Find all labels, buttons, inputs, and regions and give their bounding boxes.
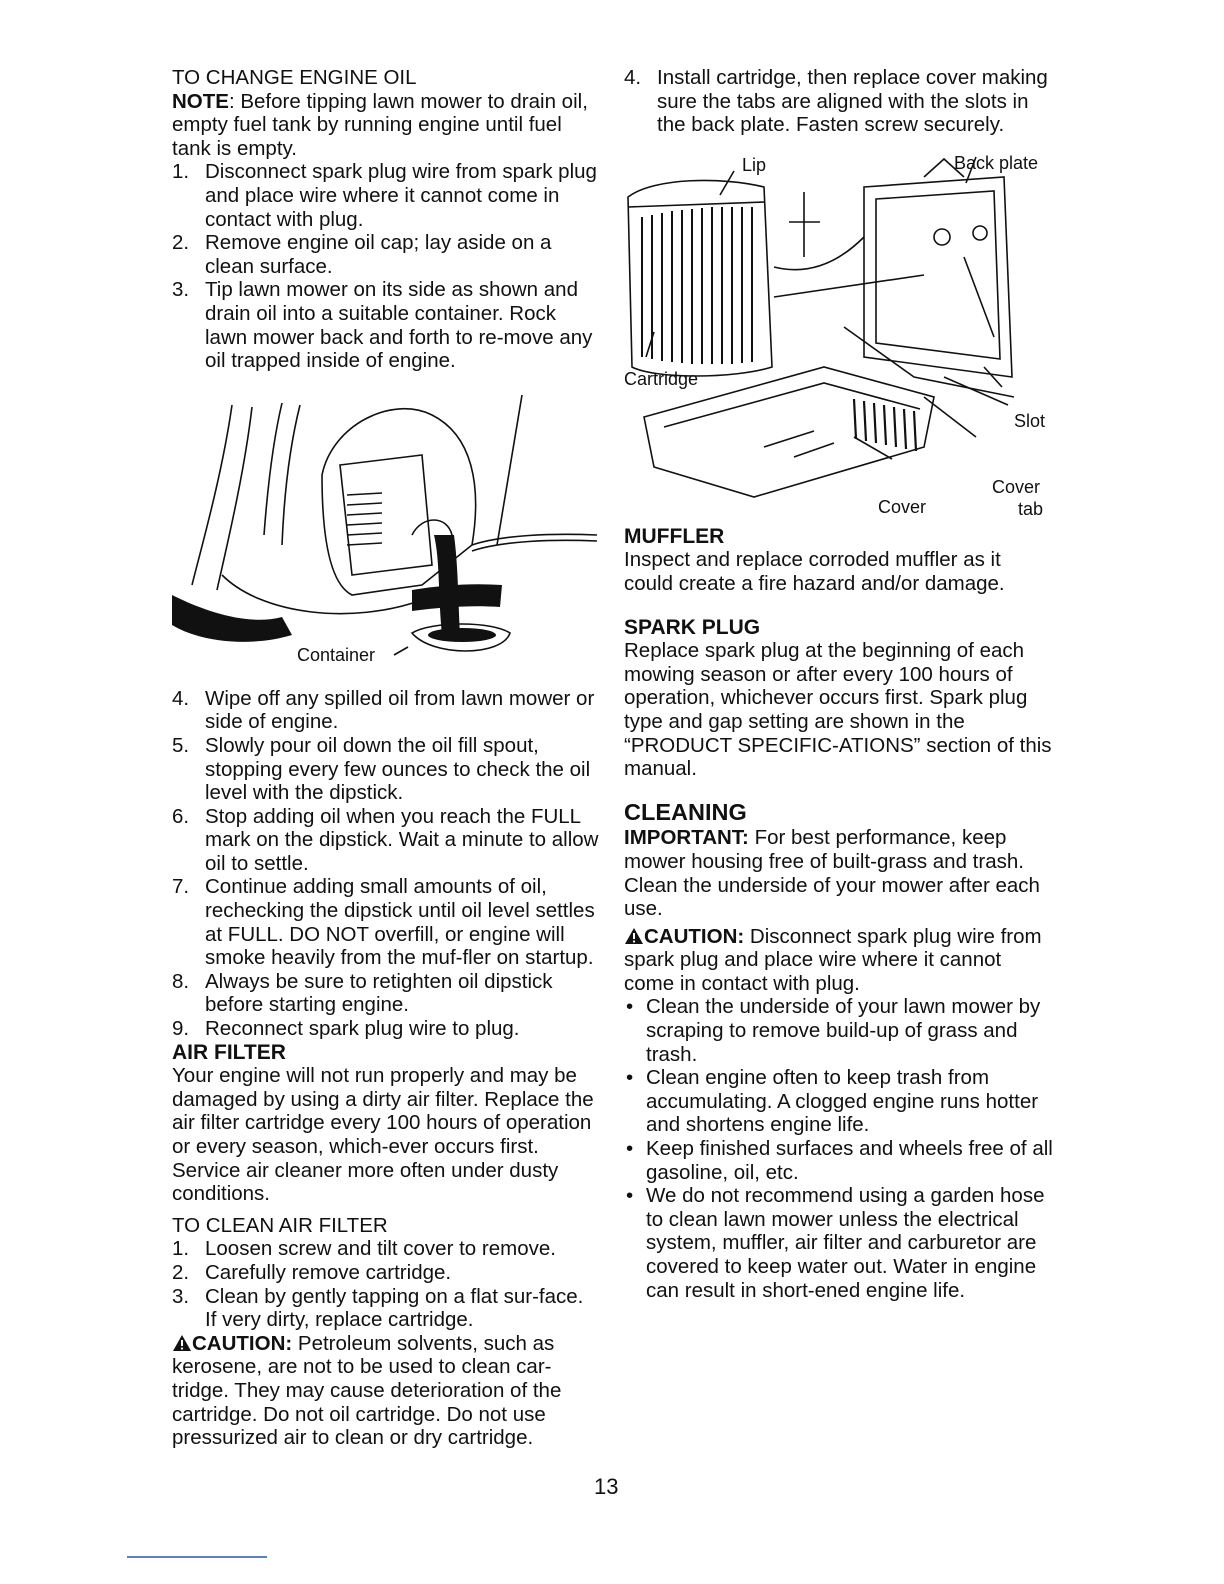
oil-note [172, 90, 600, 161]
step-text: Remove engine oil cap; lay aside on a clean surface. [205, 231, 552, 278]
list-item [624, 995, 1054, 1066]
muffler-text: Inspect and replace corroded muffler as it could create a fire hazard and/or damage. [624, 548, 1005, 595]
spark-plug-text: Replace spark plug at the beginning of each mowing season or after every 100 hours of operation, whichever occurs first. Spark plug type and gap setting are shown in the “PRODUCT SPECIFIC-ATIONS” section of this manual. [624, 639, 1052, 781]
list-item [624, 1066, 1054, 1137]
list-item [172, 970, 600, 1017]
step-number: 7. [172, 875, 190, 899]
lip-label: Lip [742, 154, 767, 175]
step-number: 2. [172, 231, 190, 255]
step-number: 3. [172, 278, 190, 302]
caution-label: CAUTION: [644, 924, 745, 948]
step-text: Loosen screw and tilt cover to remove. [205, 1237, 556, 1261]
important-text: For best performance, keep mower housing free of built-grass and trash. Clean the underside of your mower after each use. [624, 826, 1040, 921]
cover-tab-label-line1: Cover [992, 476, 1041, 497]
step-text: Disconnect spark plug wire from spark plug and place wire where it cannot come in contact with plug. [205, 160, 597, 231]
step-number: 4. [172, 686, 190, 710]
step-number: 9. [172, 1017, 190, 1041]
list-item [624, 1184, 1054, 1302]
oil-steps-list-a [172, 160, 600, 372]
note-text: : Before tipping lawn mower to drain oil, empty fuel tank by running engine until fuel tank is empty. [172, 89, 588, 160]
caution-text: Petroleum solvents, such as kerosene, are not to be used to clean car-tridge. They may cause deterioration of the cartridge. Do not oil cartridge. Do not use pressurized air to clean or dry cartridge. [172, 1331, 562, 1450]
back-plate-label: Back plate [954, 152, 1039, 173]
oil-drain-illustration [172, 385, 602, 675]
bullet-text: Clean engine often to keep trash from accumulating. A clogged engine runs hotter and shortens engine life. [646, 1066, 1039, 1137]
step-text: Tip lawn mower on its side as shown and drain oil into a suitable container. Rock lawn mower back and forth to re-move any oil trapped inside of engine. [205, 278, 593, 373]
list-item [624, 66, 1054, 137]
step-number: 6. [172, 804, 190, 828]
step-text: Slowly pour oil down the oil fill spout, stopping every few ounces to check the oil level with the dipstick. [205, 733, 591, 805]
bullet-icon: • [626, 1066, 634, 1090]
step-number: 1. [172, 1237, 190, 1261]
step-text: Carefully remove cartridge. [205, 1260, 452, 1284]
container-label: Container [297, 644, 376, 665]
step-text: Clean by gently tapping on a flat sur-face. If very dirty, replace cartridge. [205, 1284, 584, 1332]
important-note [624, 826, 1054, 920]
note-label: NOTE [172, 89, 229, 113]
list-item [172, 687, 600, 734]
cleaning-heading: CLEANING [624, 798, 747, 825]
list-item [172, 875, 600, 969]
bullet-icon: • [626, 1137, 634, 1161]
list-item [172, 278, 600, 372]
step-number: 2. [172, 1260, 190, 1284]
caution-text: Disconnect spark plug wire from spark plug and place wire where it cannot come in contact with plug. [624, 924, 1042, 995]
list-item [172, 1285, 600, 1332]
slot-label: Slot [1014, 410, 1046, 431]
filter-steps-list [172, 1237, 600, 1331]
step-number: 3. [172, 1284, 190, 1308]
air-filter-text: Your engine will not run properly and may be damaged by using a dirty air filter. Replace the air filter cartridge every 100 hours of operation or every season, which-ever occurs first. Service air cleaner more often under dusty conditions. [172, 1064, 594, 1206]
bullet-text: Keep finished surfaces and wheels free of all gasoline, oil, etc. [646, 1137, 1053, 1184]
important-label: IMPORTANT: [624, 826, 749, 850]
list-item [172, 734, 600, 805]
step-text: Reconnect spark plug wire to plug. [205, 1017, 520, 1041]
right-column [624, 66, 1054, 1302]
bullet-icon: • [626, 995, 634, 1019]
spark-plug-heading: SPARK PLUG [624, 615, 761, 639]
step-text: Install cartridge, then replace cover making sure the tabs are aligned with the slots in the back plate. Fasten screw securely. [657, 66, 1048, 137]
air-filter-illustration [624, 147, 1054, 517]
list-item [172, 160, 600, 231]
muffler-heading: MUFFLER [624, 524, 725, 548]
cartridge-label: Cartridge [624, 368, 699, 389]
list-item [172, 1017, 600, 1041]
air-filter-heading: AIR FILTER [172, 1040, 286, 1064]
warning-triangle-icon [624, 927, 644, 945]
bullet-text: Clean the underside of your lawn mower by scraping to remove build-up of grass and trash. [646, 995, 1041, 1066]
filter-caution [172, 1332, 600, 1450]
list-item [172, 231, 600, 278]
bullet-text: We do not recommend using a garden hose to clean lawn mower unless the electrical system, muffler, air filter and carburetor are covered to keep water out. Water in engine can result in short-ened engine life. [646, 1184, 1045, 1302]
list-item [624, 1137, 1054, 1184]
install-step-list [624, 66, 1054, 137]
step-text: Stop adding oil when you reach the FULL mark on the dipstick. Wait a minute to allow oil to settle. [205, 804, 599, 875]
step-text: Wipe off any spilled oil from lawn mower or side of engine. [205, 686, 595, 734]
step-text: Always be sure to retighten oil dipstick before starting engine. [205, 969, 553, 1017]
step-number: 4. [624, 66, 642, 89]
left-column [172, 66, 600, 1450]
step-text: Continue adding small amounts of oil, rechecking the dipstick until oil level settles at FULL. DO NOT overfill, or engine will smoke heavily from the muf-fler on startup. [205, 875, 595, 970]
bottom-rule [127, 1556, 267, 1558]
list-item [172, 805, 600, 876]
step-number: 5. [172, 733, 190, 757]
oil-steps-list-b [172, 687, 600, 1041]
step-number: 8. [172, 969, 190, 993]
clean-filter-heading: TO CLEAN AIR FILTER [172, 1213, 388, 1237]
cover-label: Cover [878, 496, 927, 517]
page-number: 13 [594, 1474, 619, 1499]
caution-label: CAUTION: [192, 1331, 293, 1355]
list-item [172, 1237, 600, 1261]
oil-change-heading: TO CHANGE ENGINE OIL [172, 66, 417, 89]
bullet-icon: • [626, 1184, 634, 1208]
warning-triangle-icon [172, 1334, 192, 1352]
cleaning-bullets [624, 995, 1054, 1302]
list-item [172, 1261, 600, 1285]
cover-tab-label-line2: tab [1018, 498, 1044, 517]
cleaning-caution [624, 925, 1054, 996]
step-number: 1. [172, 160, 190, 184]
